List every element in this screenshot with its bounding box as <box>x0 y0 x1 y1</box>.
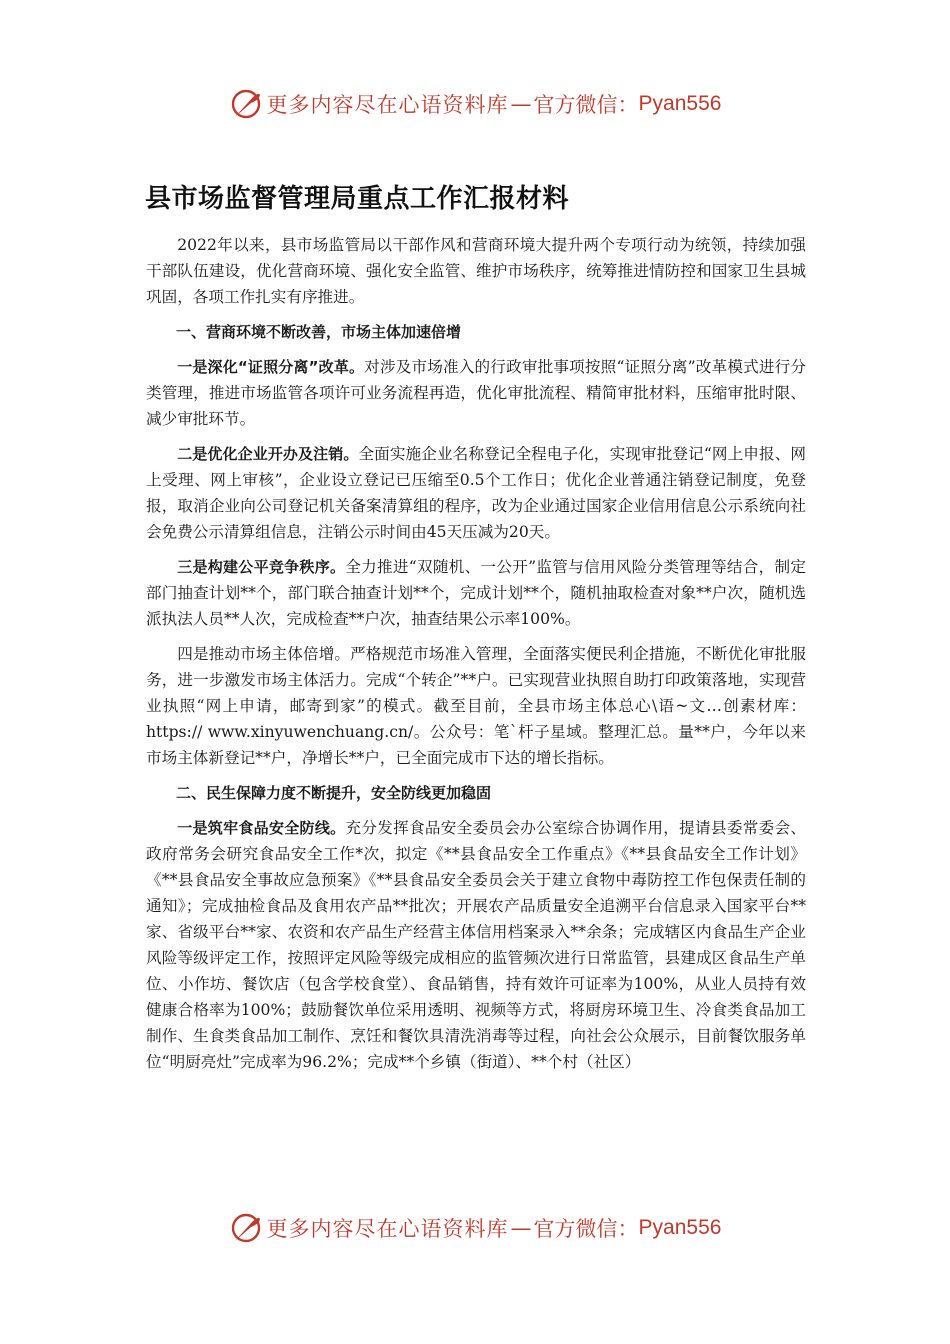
watermark-wechat-id: Pyan556 <box>638 92 722 115</box>
watermark-banner-top <box>0 84 950 124</box>
watermark-text: 更多内容尽在心语资料库 <box>266 93 509 117</box>
paragraph-1-3 <box>146 554 806 632</box>
watermark-text: 更多内容尽在心语资料库 <box>266 1217 509 1241</box>
paragraph-lead: 二是优化企业开办及注销。 <box>177 445 359 463</box>
paragraph-text: 充分发挥食品安全委员会办公室综合协调作用，提请县委常委会、政府常务会研究食品安全工作*次，拟定《**县食品安全工作重点》《**县食品安全工作计划》《**县食品安全事故应急预案》《**县食品安全委员会关于建立食物中毒防控工作包保责任制的通知》；完成抽检食品及食用农产品**批次；开展农产品质量安全追溯平台信息录入国家平台**家、省级平台**家、农资和农产品生产经营主体信用档案录入**余条；完成辖区内食品生产企业风险等级评定工作，按照评定风险等级完成相应的监管频次进行日常监管，县建成区食品生产单位、小作坊、餐饮店（包含学校食堂）、食品销售，持有效许可证率为100%，从业人员持有效健康合格率为100%；鼓励餐饮单位采用透明、视频等方式，将厨房环境卫生、冷食类食品加工制作、生食类食品加工制作、烹饪和餐饮具清洗消毒等过程，向社会公众展示，目前餐饮服务单位“明厨亮灶”完成率为96.2%；完成**个乡镇（街道）、**个村（社区） <box>146 819 806 1071</box>
section-heading-1: 一、营商环境不断改善，市场主体加速倍增 <box>176 323 462 341</box>
quill-logo-icon <box>229 87 263 121</box>
watermark-banner-bottom <box>0 1208 950 1248</box>
paragraph-1-4: 四是推动市场主体倍增。严格规范市场准入管理，全面落实便民利企措施，不断优化审批服务，进一步激发市场主体活力。完成“个转企”**户。已实现营业执照自助打印政策落地，实现营业执照“网上申请，邮寄到家”的模式。截至目前，全县市场主体总心\语~文…创素材库：https:// www.xinyuwenchuang.cn/。公众号：笔`杆子星域。整理汇总。量**户，今年以来市场主体新登记**户，净增长**户，已全面完成市下达的增长指标。 <box>146 645 806 767</box>
watermark-wechat-label: 官方微信： <box>533 93 639 117</box>
paragraph-lead: 三是构建公平竞争秩序。 <box>177 558 346 576</box>
paragraph-text: 对涉及市场准入的行政审批事项按照“证照分离”改革模式进行分类管理，推进市场监管各项许可业务流程再造，优化审批流程、精简审批材料，压缩审批时限、减少审批环节。 <box>146 358 807 428</box>
watermark-wechat-id: Pyan556 <box>638 1216 722 1239</box>
paragraph-1-1 <box>146 354 806 432</box>
quill-logo-icon <box>229 1211 263 1245</box>
paragraph-lead: 一是筑牢食品安全防线。 <box>177 819 346 837</box>
paragraph-1-2 <box>146 441 806 545</box>
watermark-wechat-label: 官方微信： <box>533 1217 639 1241</box>
paragraph-2-1 <box>146 815 806 1075</box>
paragraph-lead: 一是深化“证照分离”改革。 <box>177 358 365 376</box>
document-body <box>146 232 806 1084</box>
section-heading-2: 二、民生保障力度不断提升，安全防线更加稳固 <box>176 784 492 802</box>
intro-paragraph: 2022年以来，县市场监管局以干部作风和营商环境大提升两个专项行动为统领，持续加强干部队伍建设，优化营商环境、强化安全监管、维护市场秩序，统筹推进情防控和国家卫生县城巩固，各项工作扎实有序推进。 <box>146 236 806 306</box>
paragraph-text: 全面实施企业名称登记全程电子化，实现审批登记“网上申报、网上受理、网上审核”，企业设立登记已压缩至0.5个工作日；优化企业普通注销登记制度，免登报，取消企业向公司登记机关备案清算组的程序，改为企业通过国家企业信用信息公示系统向社会免费公示清算组信息，注销公示时间由45天压减为20天。 <box>146 445 806 541</box>
paragraph-text: 全力推进“双随机、一公开”监管与信用风险分类管理等结合，制定部门抽查计划**个，部门联合抽查计划**个，完成计划**个，随机抽取检查对象**户次，随机选派执法人员**人次，完成检查**户次，抽查结果公示率100%。 <box>146 558 806 628</box>
watermark-dash: — <box>510 92 532 116</box>
document-title: 县市场监督管理局重点工作汇报材料 <box>145 184 570 214</box>
watermark-dash: — <box>510 1216 532 1240</box>
